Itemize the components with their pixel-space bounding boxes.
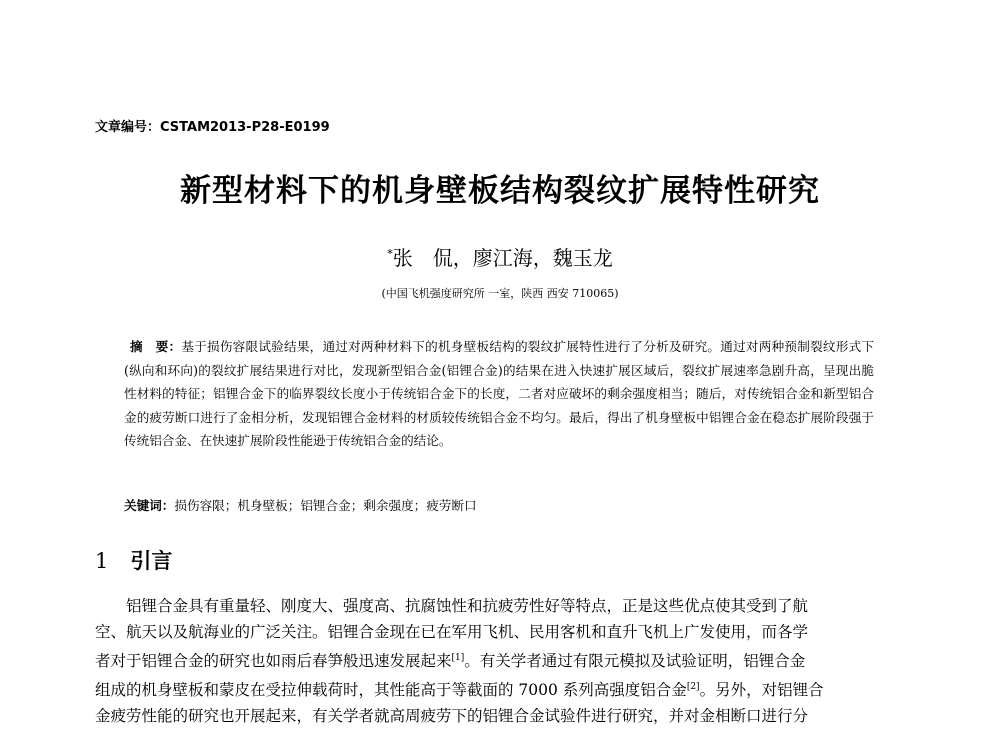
- citation-ref: [2]: [686, 682, 700, 693]
- keywords-label: 关键词：: [124, 498, 175, 513]
- body-line: [95, 703, 910, 729]
- citation-ref: [1]: [451, 653, 465, 663]
- section-number: 1: [95, 549, 109, 573]
- corresponding-author-marker: *: [387, 247, 393, 261]
- abstract: [124, 335, 874, 453]
- author-list: [0, 242, 1000, 271]
- section-title: 引言: [130, 549, 173, 573]
- body-text: [95, 593, 910, 729]
- body-line-text: 组成的机身壁板和蒙皮在受拉伸载荷时，其性能高于等截面的 7000 系列高强度铝合金: [95, 681, 687, 700]
- body-line: [95, 674, 910, 703]
- body-line: [95, 619, 910, 645]
- body-line-text-after: 。有关学者通过有限元模拟及试验证明，铝锂合金: [464, 652, 806, 671]
- section-heading: [95, 545, 172, 575]
- body-line-text: 铝锂合金具有重量轻、刚度大、强度高、抗腐蚀性和抗疲劳性好等特点，正是这些优点使其受到了航: [126, 597, 809, 615]
- author-names: 张 侃，廖江海，魏玉龙: [392, 246, 613, 270]
- affiliation: (中国飞机强度研究所 一室，陕西 西安 710065): [381, 287, 619, 300]
- body-line-text: 金疲劳性能的研究也开展起来，有关学者就高周疲劳下的铝锂合金试验件进行研究，并对金相断口进行分: [95, 707, 809, 726]
- article-number: 文章编号：CSTAM2013-P28-E0199: [95, 120, 330, 135]
- body-line: [95, 645, 910, 674]
- body-line: [95, 593, 910, 619]
- keywords: [124, 494, 874, 517]
- abstract-text: 基于损伤容限试验结果，通过对两种材料下的机身壁板结构的裂纹扩展特性进行了分析及研究。通过对两种预制裂纹形式下(纵向和环向)的裂纹扩展结果进行对比，发现新型铝合金(铝锂合金)的结果在进入快速扩展区域后，裂纹扩展速率急剧升高，呈现出脆性材料的特征；铝锂合金下的临界裂纹长度小于传统铝合金下的长度，二者对应破坏的剩余强度相当；随后，对传统铝合金和新型铝合金的疲劳断口进行了金相分析，发现铝锂合金材料的材质较传统铝合金不均匀。最后，得出了机身壁板中铝锂合金在稳态扩展阶段强于传统铝合金、在快速扩展阶段性能逊于传统铝合金的结论。: [124, 339, 875, 449]
- paper-title: 新型材料下的机身壁板结构裂纹扩展特性研究: [180, 173, 820, 209]
- body-line-text: 空、航天以及航海业的广泛关注。铝锂合金现在已在军用飞机、民用客机和直升飞机上广发使用，而各学: [95, 623, 809, 641]
- body-line-text-after: 。另外，对铝锂合: [699, 681, 824, 700]
- abstract-label: 摘 要：: [130, 339, 182, 354]
- body-line-text: 者对于铝锂合金的研究也如雨后春笋般迅速发展起来: [95, 652, 452, 671]
- keywords-text: 损伤容限；机身壁板；铝锂合金；剩余强度；疲劳断口: [174, 498, 477, 513]
